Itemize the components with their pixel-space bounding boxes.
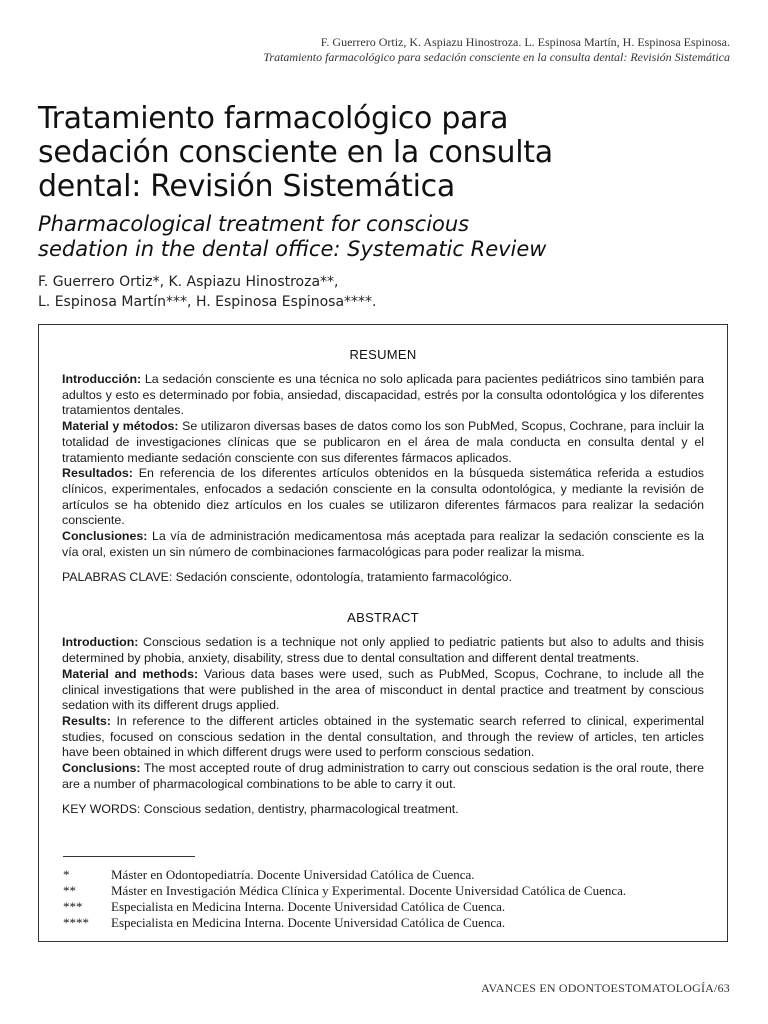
page-footer: AVANCES EN ODONTOESTOMATOLOGÍA/63	[481, 981, 730, 995]
article-title	[38, 102, 728, 204]
resumen-results	[62, 466, 704, 529]
text: In reference to the different articles obtained in the systematic search referred to clinical, experimental studies, focused on conscious sedation in the dental consultation, and through the review of articles, ten articles have been obtained in which different drugs were used to perform conscious sedation.	[62, 713, 704, 760]
resumen-introduction	[62, 372, 704, 419]
label: PALABRAS CLAVE:	[62, 570, 173, 585]
running-head-authors: F. Guerrero Ortiz, K. Aspiazu Hinostroza. L. Espinosa Martín, H. Espinosa Espinosa.	[320, 35, 730, 49]
footnote-text: Máster en Odontopediatría. Docente Universidad Católica de Cuenca.	[111, 867, 475, 882]
label: Introducción:	[62, 372, 142, 386]
footnote-text: Especialista en Medicina Interna. Docente Universidad Católica de Cuenca.	[111, 899, 506, 914]
author-list	[38, 272, 728, 312]
text: Se utilizaron diversas bases de datos como los son PubMed, Scopus, Cochrane, para incluir la totalidad de investigaciones clínicas que se publicaron en el área de mala conducta en consulta dental y el tratamiento mediante sedación consciente con sus diferentes fármacos aplicados.	[62, 419, 704, 465]
label: Resultados:	[62, 466, 133, 481]
abstract-results	[62, 714, 704, 761]
article-title-line: dental: Revisión Sistemática	[38, 169, 455, 204]
label: Conclusiones:	[62, 529, 148, 544]
footnote-mark: ***	[63, 899, 83, 914]
text: Conscious sedation is a technique not only applied to pediatric patients but also to adults and thisis determined by phobia, anxiety, disability, stress due to dental consultation and different dental treatments.	[62, 635, 704, 666]
footnote-text: Especialista en Medicina Interna. Docente Universidad Católica de Cuenca.	[111, 915, 506, 930]
text: Sedación consciente, odontología, tratamiento farmacológico.	[172, 570, 513, 585]
abstract-conclusions	[62, 761, 704, 792]
text: Various data bases were used, such as PubMed, Scopus, Cochrane, to include all the clinical investigations that were published in the area of misconduct in dental practice and treatment by conscious sedation with its different drugs applied.	[62, 666, 704, 713]
footnote-mark: *	[63, 867, 70, 882]
article-subtitle-line: sedation in the dental office: Systematic Review	[38, 237, 547, 261]
article-subtitle	[38, 212, 728, 262]
resumen-heading: RESUMEN	[349, 347, 417, 362]
footnotes	[63, 867, 723, 931]
abstract-methods	[62, 667, 704, 714]
abstract-body	[62, 635, 704, 792]
abstract-box	[38, 324, 728, 942]
abstract-introduction	[62, 635, 704, 666]
text: La vía de administración medicamentosa más aceptada para realizar la sedación consciente es la vía oral, existen un sin número de combinaciones farmacológicas para poder realizar la misma.	[62, 529, 704, 559]
author-line: L. Espinosa Martín***, H. Espinosa Espinosa****.	[38, 294, 377, 310]
resumen-body	[62, 372, 704, 560]
article-subtitle-line: Pharmacological treatment for conscious	[38, 212, 470, 236]
footnote-divider	[63, 856, 195, 857]
abstract-heading: ABSTRACT	[347, 610, 419, 626]
text: The most accepted route of drug administration to carry out conscious sedation is the oral route, there are a number of pharmacological combinations to be able to carry it out.	[62, 761, 704, 791]
label: Introduction:	[62, 635, 139, 650]
footnote-text: Máster en Investigación Médica Clínica y Experimental. Docente Universidad Católica de Cuenca.	[111, 883, 627, 898]
label: Material y métodos:	[62, 419, 179, 434]
resumen-conclusions	[62, 529, 704, 560]
label: Conclusions:	[62, 761, 141, 776]
label: Results:	[62, 713, 111, 728]
label: Material and methods:	[62, 666, 199, 681]
abstract-keywords	[62, 802, 704, 816]
running-head-title: Tratamiento farmacológico para sedación consciente en la consulta dental: Revisión Sistemática	[263, 50, 730, 64]
text: La sedación consciente es una técnica no solo aplicada para pacientes pediátricos sino también para adultos y esto es determinado por fobia, ansiedad, discapacidad, estrés por la consulta odontológica y los diferentes tratamientos dentales.	[62, 372, 704, 418]
footnote	[63, 899, 723, 915]
resumen-keywords	[62, 570, 704, 584]
footnote	[63, 867, 723, 883]
article-title-line: sedación consciente en la consulta	[38, 135, 553, 170]
footnote	[63, 883, 723, 899]
text: En referencia de los diferentes artículos obtenidos en la búsqueda sistemática referida a estudios clínicos, experimentales, enfocados a sedación consciente en la consulta odontológica, y mediante la revisión de artículos se ha obtenido diez artículos en los cuales se utilizaron diferentes fármacos para realizar la sedación consciente.	[62, 466, 704, 528]
text: Conscious sedation, dentistry, pharmacological treatment.	[140, 802, 459, 817]
footnote	[63, 915, 723, 931]
article-title-line: Tratamiento farmacológico para	[38, 101, 509, 136]
resumen-methods	[62, 419, 704, 466]
footnote-mark: **	[63, 883, 76, 898]
running-head	[263, 35, 730, 65]
author-line: F. Guerrero Ortiz*, K. Aspiazu Hinostroza**,	[38, 274, 339, 290]
label: KEY WORDS:	[62, 802, 141, 817]
footnote-mark: ****	[63, 915, 89, 930]
